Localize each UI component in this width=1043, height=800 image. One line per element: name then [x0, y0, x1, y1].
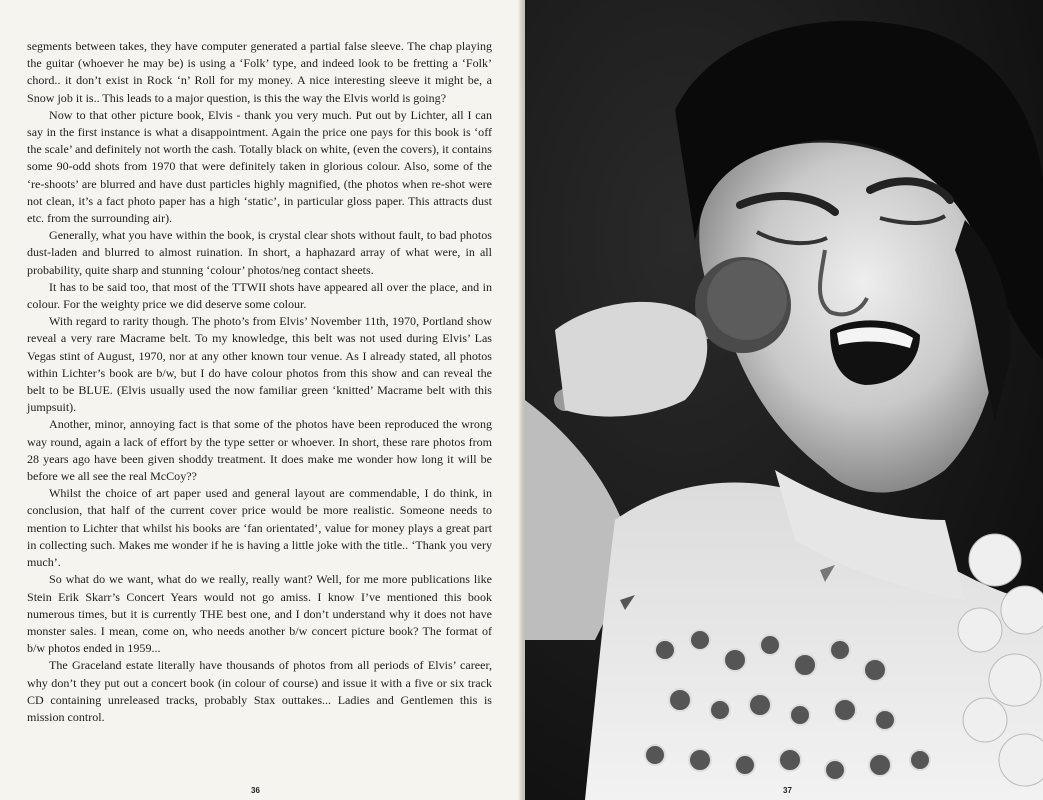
concert-photo [525, 0, 1043, 800]
page-number-right: 37 [783, 786, 792, 795]
paragraph: Generally, what you have within the book, is crystal clear shots without fault, to bad photos dust-laden and blurred to almost ruination. In short, a haphazard array of what were, in all probability, quite sharp and stunning ‘colour’ photos/neg contact sheets. [27, 228, 492, 277]
paragraph: So what do we want, what do we really, really want? Well, for me more publications like Stein Erik Skarr’s Concert Years would not go amiss. I know I’ve mentioned this book numerous times, but it is currently THE best one, and I don’t understand why it does not have monster sales. I mean, come on, who needs another b/w concert picture book? The format of b/w photos ended in 1959... [27, 572, 492, 656]
paragraph: With regard to rarity though. The photo’s from Elvis’ November 11th, 1970, Portland show reveal a very rare Macrame belt. To my knowledge, this belt was not used during Elvis’ Las Vegas stint of August, 1970, nor at any other known tour venue. As I already stated, all photos within Lichter’s book are b/w, but I do have colour photos from this show and can reveal the belt to be BLUE. (Elvis usually used the now familiar green ‘knitted’ Macrame belt with this jumpsuit). [27, 314, 492, 415]
right-page [525, 0, 1043, 800]
paragraph: It has to be said too, that most of the TTWII shots have appeared all over the place, and in colour. For the weighty price we did deserve some colour. [27, 279, 492, 312]
paragraph: The Graceland estate literally have thousands of photos from all periods of Elvis’ career, why don’t they put out a concert book (in colour of course) and issue it with a five or six track CD containing unreleased tracks, probably Stax outtakes... Ladies and Gentlemen this is mission control. [27, 658, 492, 724]
paragraph: Whilst the choice of art paper used and general layout are commendable, I do think, in conclusion, that half of the current cover price would be more realistic. Someone needs to mention to Lichter that whilst his books are ‘fan orientated’, value for money plays a great part in collecting such. Makes me wonder if he is having a little joke with the title.. ‘Thank you very much’. [27, 486, 492, 570]
paragraph: Now to that other picture book, Elvis - thank you very much. Put out by Lichter, all I can say in the first instance is what a disappointment. Again the price one pays for this book is ‘off the scale’ and definitely not worth the cash. Totally black on white, (even the covers), it contains some 90-odd shots from 1970 that were definitely taken in glorious colour. Also, some of the ‘re-shoots’ are blurred and have dust particles highly magnified, (the photos when re-shot were not clean, it’s a fact photo paper has a high ‘static’, in particular gloss paper. This attracts dust etc. from the surrounding air). [27, 107, 492, 226]
article-text [27, 38, 492, 726]
paragraph: Another, minor, annoying fact is that some of the photos have been reproduced the wrong way round, again a lack of effort by the type setter or whoever. In short, these rare photos from 28 years ago have been given shoddy treatment. It does make me wonder how long it will be before we all see the real McCoy?? [27, 417, 492, 484]
paragraph: segments between takes, they have computer generated a partial false sleeve. The chap playing the guitar (whoever he may be) is using a ‘Folk’ type, and indeed look to be fretting a ‘Folk’ chord.. it don’t exist in Rock ‘n’ Roll for my money. A nice interesting sleeve it might be, a Snow job it is.. This leads to a major question, is this the way the Elvis world is going? [27, 39, 492, 105]
page-number-left: 36 [251, 786, 260, 795]
